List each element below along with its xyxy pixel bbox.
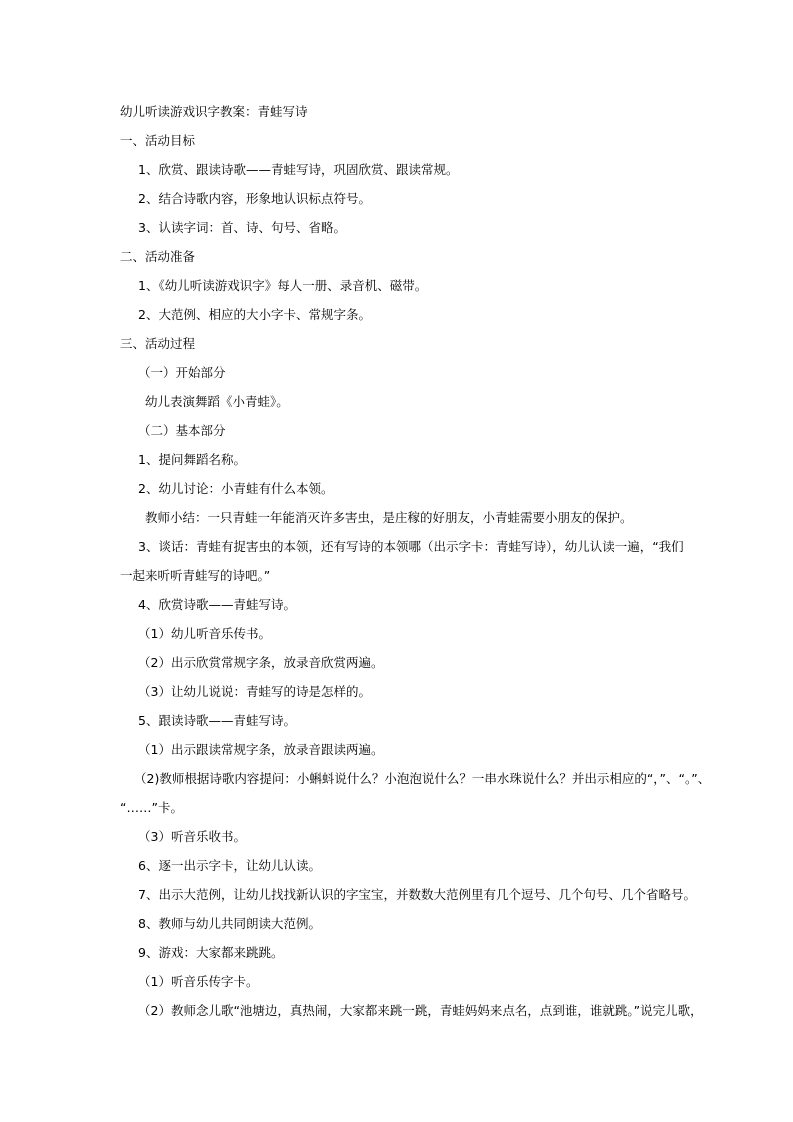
text-line: 幼儿表演舞蹈《小青蛙》。 — [145, 394, 289, 409]
text-line: （1）幼儿听音乐传书。 — [138, 626, 271, 641]
subsection-heading: （一）开始部分 — [138, 365, 226, 380]
text-line: 1、欣赏、跟读诗歌——青蛙写诗，巩固欣赏、跟读常规。 — [138, 162, 459, 177]
text-line: 9、游戏：大家都来跳跳。 — [138, 945, 284, 960]
section-heading: 一、活动目标 — [120, 133, 196, 148]
text-line: （3）听音乐收书。 — [138, 829, 246, 844]
text-line: “……”卡。 — [120, 800, 183, 815]
text-line: （1）出示跟读常规字条，放录音跟读两遍。 — [138, 742, 384, 757]
text-line: 2、大范例、相应的大小字卡、常规字条。 — [138, 307, 371, 322]
text-line: 2、结合诗歌内容，形象地认识标点符号。 — [138, 191, 371, 206]
text-line: 1、提问舞蹈名称。 — [138, 452, 246, 467]
text-line: 8、教师与幼儿共同朗读大范例。 — [138, 916, 321, 931]
text-line: （1）听音乐传字卡。 — [138, 974, 259, 989]
text-line: 4、欣赏诗歌——青蛙写诗。 — [138, 597, 296, 612]
text-line: 3、谈话：青蛙有捉害虫的本领，还有写诗的本领哪（出示字卡：青蛙写诗），幼儿认读一遍，“我们 — [138, 539, 684, 554]
text-line: 一起来听听青蛙写的诗吧。” — [120, 568, 271, 583]
text-line: 教师小结：一只青蛙一年能消灭许多害虫，是庄稼的好朋友，小青蛙需要小朋友的保护。 — [145, 510, 633, 525]
text-line: （2)教师根据诗歌内容提问：小蝌蚪说什么？小泡泡说什么？一串水珠说什么？并出示相应的“，”、“。”、 — [134, 771, 711, 786]
subsection-heading: （二）基本部分 — [138, 423, 226, 438]
document-title: 幼儿听读游戏识字教案：青蛙写诗 — [120, 104, 308, 119]
section-heading: 三、活动过程 — [120, 336, 196, 351]
text-line: 5、跟读诗歌——青蛙写诗。 — [138, 713, 296, 728]
section-heading: 二、活动准备 — [120, 249, 196, 264]
text-line: （3）让幼儿说说：青蛙写的诗是怎样的。 — [138, 684, 371, 699]
text-line: 3、认读字词：首、诗、句号、省略。 — [138, 220, 346, 235]
text-line: 6、逐一出示字卡，让幼儿认读。 — [138, 858, 321, 873]
text-line: 7、出示大范例，让幼儿找找新认识的字宝宝，并数数大范例里有几个逗号、几个句号、几个省略号。 — [138, 887, 696, 902]
text-line: 2、幼儿讨论：小青蛙有什么本领。 — [138, 481, 334, 496]
text-line: 1、《幼儿听读游戏识字》每人一册、录音机、磁带。 — [138, 278, 428, 293]
text-line: （2）出示欣赏常规字条，放录音欣赏两遍。 — [138, 655, 384, 670]
text-line: （2）教师念儿歌“池塘边，真热闹，大家都来跳一跳，青蛙妈妈来点名，点到谁，谁就跳。”说完儿歌， — [138, 1003, 703, 1018]
